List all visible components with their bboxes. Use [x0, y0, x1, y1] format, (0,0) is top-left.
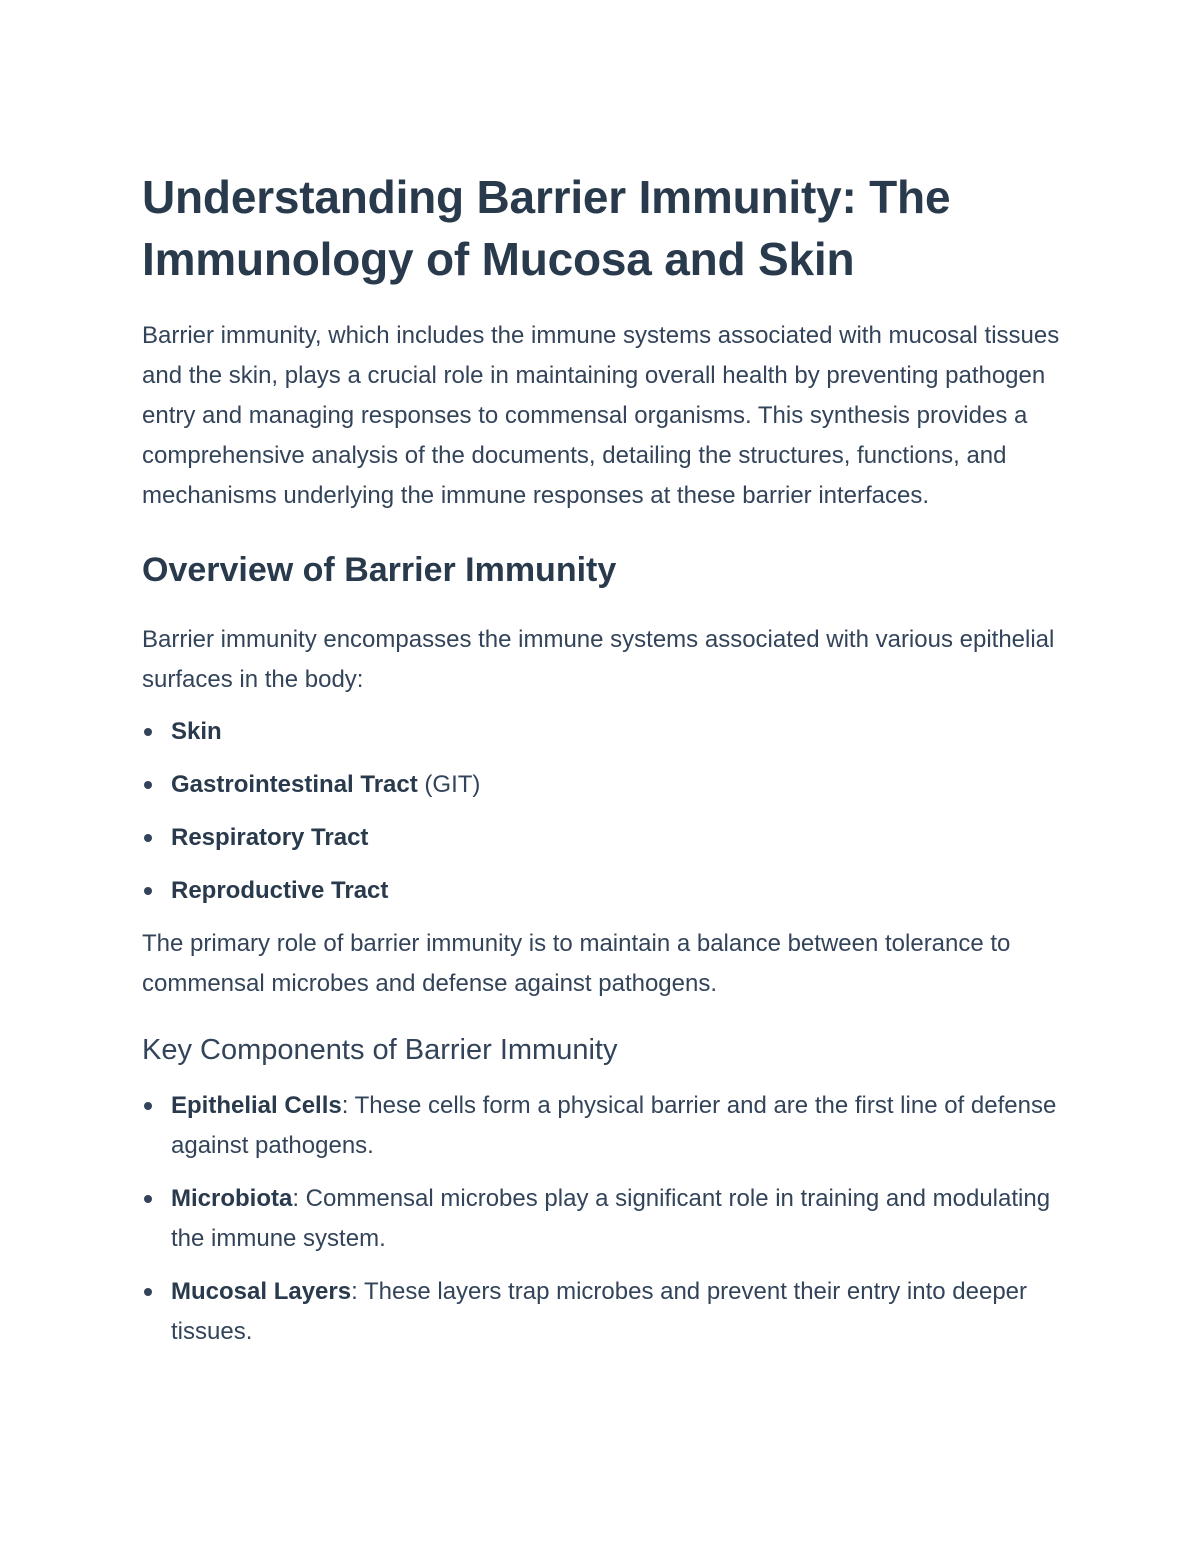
list-item-text: : Commensal microbes play a significant role in training and modulating the immune system. — [171, 1185, 1051, 1252]
list-item-term: Respiratory Tract — [171, 824, 369, 851]
list-item-term: Microbiota — [171, 1185, 293, 1212]
list-item-term: Gastrointestinal Tract — [171, 771, 418, 798]
list-item-text: (GIT) — [417, 771, 481, 798]
list-item — [142, 1179, 1062, 1259]
list-item-text: : These cells form a physical barrier and are the first line of defense against pathogens. — [171, 1092, 1057, 1159]
list-item — [142, 818, 1062, 858]
components-list — [142, 1086, 1062, 1352]
balance-paragraph: The primary role of barrier immunity is to maintain a balance between tolerance to commensal microbes and defense against pathogens. — [142, 930, 1011, 997]
bullet-icon — [144, 1102, 152, 1110]
bullet-icon — [144, 1195, 152, 1203]
list-item-term: Mucosal Layers — [171, 1278, 352, 1305]
bullet-icon — [144, 728, 152, 736]
bullet-icon — [144, 781, 152, 789]
list-item — [142, 712, 1062, 752]
page-title: Understanding Barrier Immunity: The Immunology of Mucosa and Skin — [142, 171, 951, 285]
list-item — [142, 765, 1062, 805]
components-heading: Key Components of Barrier Immunity — [142, 1034, 618, 1066]
list-item — [142, 1086, 1062, 1166]
intro-paragraph: Barrier immunity, which includes the immune systems associated with mucosal tissues and the skin, plays a crucial role in maintaining overall health by preventing pathogen entry and managing responses to commensal organisms. This synthesis provides a comprehensive analysis of the documents, detailing the structures, functions, and mechanisms underlying the immune responses at these barrier interfaces. — [142, 322, 1060, 509]
list-item-term: Reproductive Tract — [171, 877, 389, 904]
barrier-sites-list — [142, 712, 1062, 911]
overview-paragraph: Barrier immunity encompasses the immune systems associated with various epithelial surfaces in the body: — [142, 626, 1055, 693]
bullet-icon — [144, 887, 152, 895]
bullet-icon — [144, 1288, 152, 1296]
overview-heading: Overview of Barrier Immunity — [142, 551, 617, 589]
list-item-text: : These layers trap microbes and prevent their entry into deeper tissues. — [171, 1278, 1028, 1345]
list-item — [142, 1272, 1062, 1352]
bullet-icon — [144, 834, 152, 842]
document-page — [142, 166, 1062, 1365]
list-item — [142, 871, 1062, 911]
list-item-term: Epithelial Cells — [171, 1092, 342, 1119]
list-item-term: Skin — [171, 718, 222, 745]
